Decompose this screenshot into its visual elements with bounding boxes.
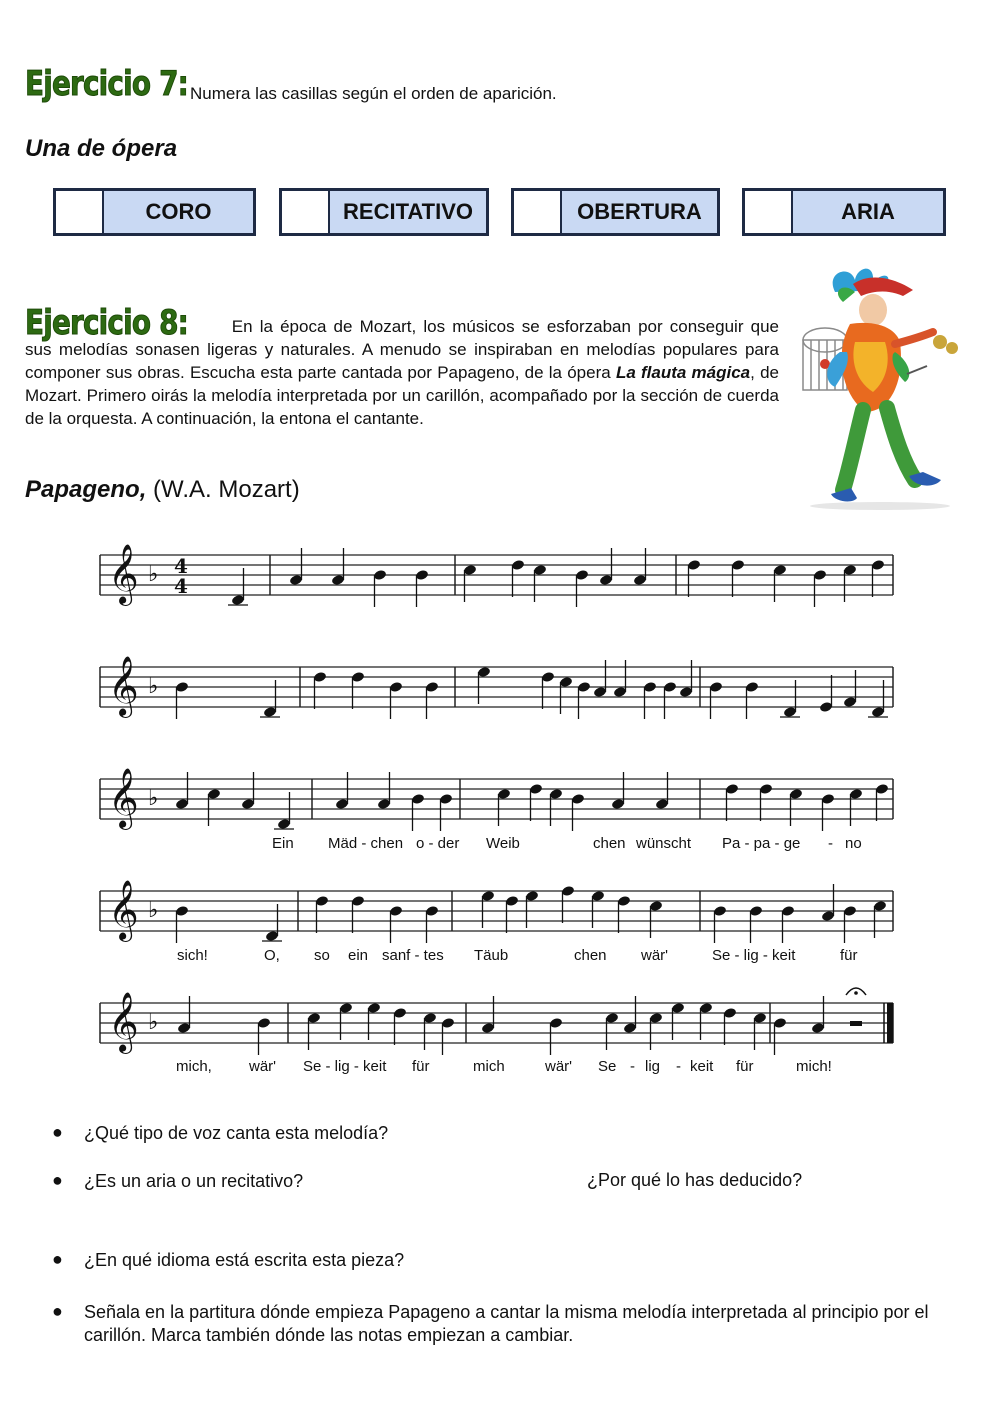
lyric: sanf - tes bbox=[382, 947, 444, 964]
lyric: wär' bbox=[641, 947, 669, 964]
exercise-8-title: Ejercicio 8: bbox=[25, 303, 189, 343]
lyric: Se - lig - keit bbox=[303, 1058, 387, 1075]
exercise-7-instruction: Numera las casillas según el orden de aparición. bbox=[190, 84, 557, 103]
lyric: chen bbox=[593, 835, 626, 852]
exercise-8-text-2: , de Mozart. Primero oirás la melodía interpretada por un carillón, acompañado por la sección de cuerda de la orquesta. A continuación, la entona el cantante. bbox=[25, 363, 779, 428]
lyric: Se bbox=[598, 1058, 617, 1075]
flat-icon: ♭ bbox=[148, 562, 159, 587]
bullet-icon: ● bbox=[52, 1170, 63, 1190]
question-1 bbox=[52, 1122, 982, 1148]
time-signature-bottom: 4 bbox=[174, 574, 188, 598]
fermata-dot bbox=[854, 991, 858, 995]
treble-clef-icon: 𝄞 bbox=[108, 768, 139, 828]
treble-clef-icon: 𝄞 bbox=[108, 544, 139, 604]
time-signature-top: 4 bbox=[174, 554, 188, 578]
lyric: ein bbox=[348, 947, 369, 964]
opera-title: La flauta mágica bbox=[615, 363, 751, 382]
question-3 bbox=[52, 1249, 982, 1275]
lyric: sich! bbox=[177, 947, 208, 964]
lyric: so bbox=[314, 947, 330, 964]
lyric: - bbox=[828, 835, 833, 852]
flat-icon: ♭ bbox=[148, 674, 159, 699]
treble-clef-icon: 𝄞 bbox=[108, 880, 139, 940]
lyric: o - der bbox=[416, 835, 460, 852]
lyric: wär' bbox=[545, 1058, 573, 1075]
lyric: keit bbox=[690, 1058, 714, 1075]
lyric: lig bbox=[645, 1058, 661, 1075]
flat-icon: ♭ bbox=[148, 786, 159, 811]
exercise-7-title: Ejercicio 7: bbox=[25, 64, 189, 104]
lyric: no bbox=[845, 835, 862, 852]
box-label: RECITATIVO bbox=[330, 191, 486, 233]
lyric: Weib bbox=[486, 835, 520, 852]
flat-icon: ♭ bbox=[148, 1010, 159, 1035]
question-2b: ¿Por qué lo has deducido? bbox=[587, 1170, 803, 1190]
lyric: Täub bbox=[474, 947, 509, 964]
piece-composer: (W.A. Mozart) bbox=[153, 476, 300, 503]
lyric: Mäd - chen bbox=[328, 835, 404, 852]
question-2 bbox=[52, 1170, 982, 1196]
bullet-icon: ● bbox=[52, 1122, 63, 1142]
lyric: für bbox=[840, 947, 858, 964]
box-label: OBERTURA bbox=[562, 191, 717, 233]
lyric: mich! bbox=[796, 1058, 832, 1075]
flat-icon: ♭ bbox=[148, 898, 159, 923]
box-label: CORO bbox=[104, 191, 253, 233]
box-label: ARIA bbox=[793, 191, 943, 233]
lyric: Se - lig - keit bbox=[712, 947, 796, 964]
question-text: ¿En qué idioma está escrita esta pieza? bbox=[84, 1250, 405, 1270]
treble-clef-icon: 𝄞 bbox=[108, 656, 139, 716]
bullet-icon: ● bbox=[52, 1301, 63, 1321]
treble-clef-icon: 𝄞 bbox=[108, 992, 139, 1052]
lyric: mich, bbox=[176, 1058, 212, 1075]
lyric: Ein bbox=[272, 835, 294, 852]
lyric: - bbox=[630, 1058, 635, 1075]
question-text: Señala en la partitura dónde empieza Papageno a cantar la misma melodía interpretada al principio por el carillón. Marca también dónde las notas empiezan a cambiar. bbox=[84, 1302, 929, 1345]
final-barline-thick bbox=[887, 1003, 893, 1043]
lyric: für bbox=[412, 1058, 430, 1075]
lyric: O, bbox=[264, 947, 280, 964]
exercise-8-text-1: En la época de Mozart, los músicos se esforzaban por conseguir que sus melodías sonasen ligeras y naturales. A menudo se inspiraban en melodías populares para componer sus obras. Escucha esta parte cantada por Papageno, de la ópera bbox=[25, 317, 779, 382]
lyric: mich bbox=[473, 1058, 505, 1075]
bullet-icon: ● bbox=[52, 1249, 63, 1269]
piece-name: Papageno, bbox=[25, 476, 147, 503]
lyric: chen bbox=[574, 947, 607, 964]
question-text: ¿Qué tipo de voz canta esta melodía? bbox=[84, 1123, 389, 1143]
lyric: wünscht bbox=[636, 835, 692, 852]
lyric: wär' bbox=[249, 1058, 277, 1075]
half-rest bbox=[850, 1021, 862, 1026]
question-text: ¿Es un aria o un recitativo? bbox=[84, 1171, 304, 1191]
lyric: Pa - pa - ge bbox=[722, 835, 801, 852]
lyric: für bbox=[736, 1058, 754, 1075]
question-4 bbox=[52, 1301, 982, 1351]
lyric: - bbox=[676, 1058, 681, 1075]
exercise-7-subtitle: Una de ópera bbox=[25, 135, 178, 162]
